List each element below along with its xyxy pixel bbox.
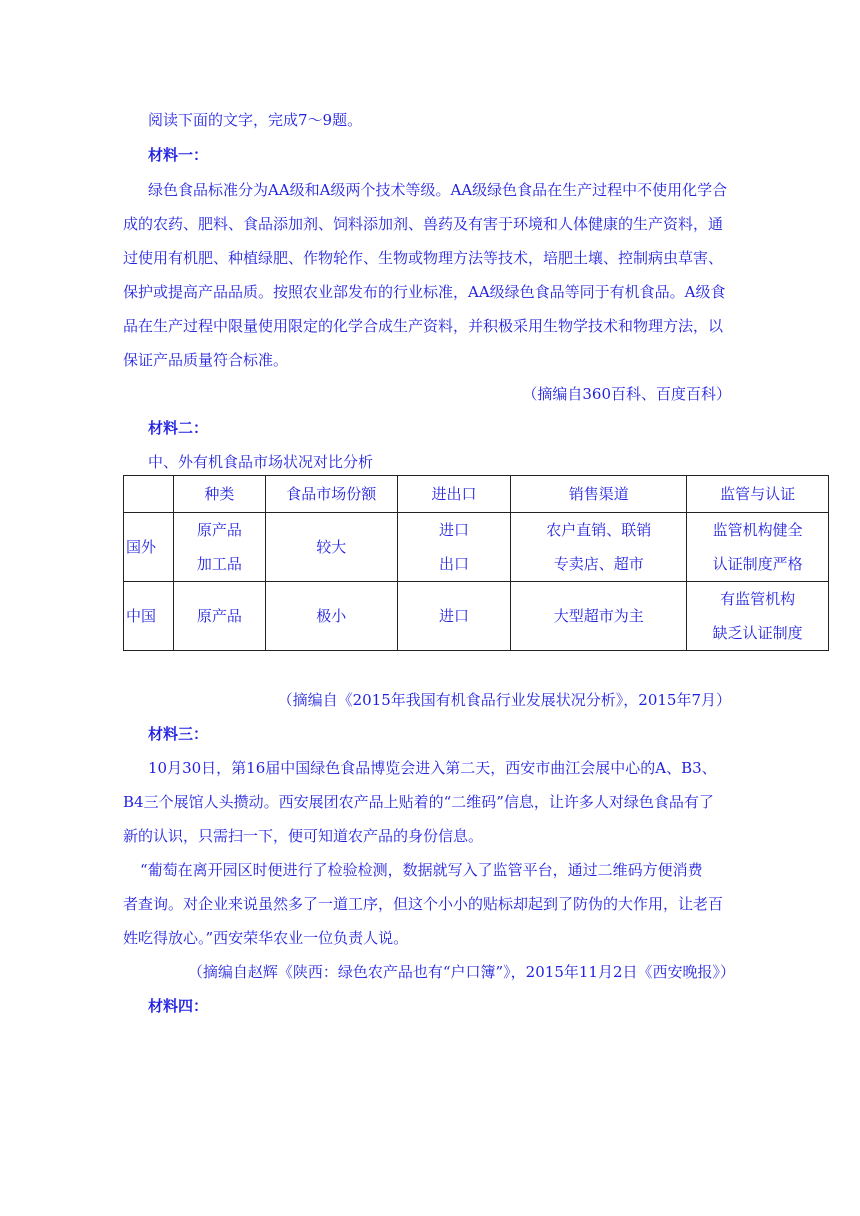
intro-text: 阅读下面的文字，完成7～9题。 [148,111,363,129]
material3-line: B4三个展馆人头攒动。西安展团农产品上贴着的“二维码”信息，让许多人对绿色食品有了 [123,793,714,811]
material3-heading: 材料三： [148,725,209,743]
regulation-value: 认证制度严格 [712,555,803,573]
channel-cell [511,513,687,582]
regulation-value: 监管机构健全 [712,521,803,539]
table-header-row [124,476,829,513]
material1-line: 品在生产过程中限量使用限定的化学合成生产资料，并积极采用生物学技术和物理方法，以 [123,317,724,335]
material3-line: 姓吃得放心。”西安荣华农业一位负责人说。 [123,929,409,947]
table-header-cell: 进出口 [397,476,511,513]
material4-heading: 材料四： [148,997,209,1015]
material1-heading: 材料一： [148,146,209,164]
table-header-cell: 销售渠道 [511,476,687,513]
channel-value: 专卖店、超市 [553,555,644,573]
table-header-cell: 食品市场份额 [265,476,397,513]
share-cell: 极小 [265,582,397,651]
table-row [124,513,829,582]
regulation-value: 有监管机构 [720,590,796,608]
material1-source: （摘编自360百科、百度百科） [522,385,731,403]
material3-source: （摘编自赵辉《陕西：绿色农产品也有“户口簿”》，2015年11月2日《西安晚报》） [187,963,735,981]
regulation-value: 缺乏认证制度 [712,624,803,642]
table-header-cell: 监管与认证 [687,476,829,513]
type-cell [173,513,265,582]
material3-line: 者查询。对企业来说虽然多了一道工序，但这个小小的贴标却起到了防伪的大作用，让老百 [123,895,724,913]
material3-line: 10月30日，第16届中国绿色食品博览会进入第二天，西安市曲江会展中心的A、B3、 [148,759,717,777]
trade-value: 进口 [439,521,470,539]
table-header-cell: 种类 [173,476,265,513]
region-cell: 中国 [124,582,174,651]
material1-line: 过使用有机肥、种植绿肥、作物轮作、生物或物理方法等技术，培肥土壤、控制病虫草害、 [123,249,724,267]
trade-value: 出口 [439,555,470,573]
material2-heading: 材料二： [148,419,209,437]
material3-line: “葡萄在离开园区时便进行了检验检测，数据就写入了监管平台，通过二维码方便消费 [140,861,703,879]
table-row [124,582,829,651]
material1-line: 保证产品质量符合标准。 [123,351,289,369]
type-value: 加工品 [196,555,242,573]
regulation-cell [687,513,829,582]
trade-cell: 进口 [397,582,511,651]
material1-line: 绿色食品标准分为AA级和A级两个技术等级。AA级绿色食品在生产过程中不使用化学合 [148,181,728,199]
table-caption: 中、外有机食品市场状况对比分析 [148,453,374,471]
type-value: 原产品 [196,521,242,539]
material1-line: 保护或提高产品品质。按照农业部发布的行业标准，AA级绿色食品等同于有机食品。A级食 [123,283,726,301]
trade-cell [397,513,511,582]
channel-cell: 大型超市为主 [511,582,687,651]
table-header-cell [124,476,174,513]
comparison-table [123,475,829,651]
material3-line: 新的认识，只需扫一下，便可知道农产品的身份信息。 [123,827,484,845]
regulation-cell [687,582,829,651]
share-cell: 较大 [265,513,397,582]
material2-source: （摘编自《2015年我国有机食品行业发展状况分析》，2015年7月） [277,691,731,709]
channel-value: 农户直销、联销 [546,521,652,539]
region-cell: 国外 [124,513,174,582]
type-cell: 原产品 [173,582,265,651]
material1-line: 成的农药、肥料、食品添加剂、饲料添加剂、兽药及有害于环境和人体健康的生产资料，通 [123,215,724,233]
